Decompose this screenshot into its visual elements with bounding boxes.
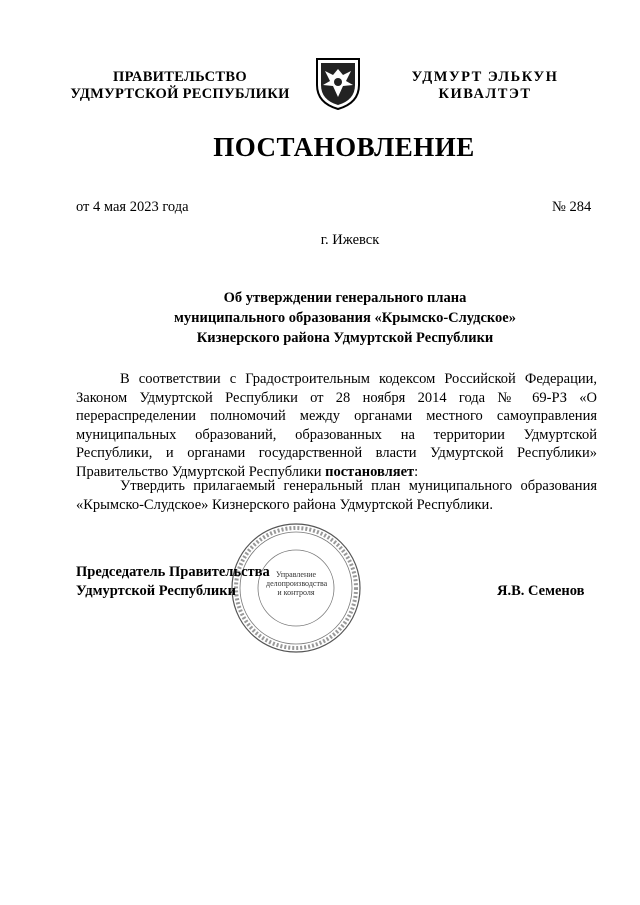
stamp-line2: делопроизводства — [266, 579, 328, 588]
document-city: г. Ижевск — [320, 232, 380, 248]
issuer-right-line2: КИВАЛТЭТ — [438, 86, 532, 102]
subject-line1: Об утверждении генерального плана — [223, 290, 467, 306]
issuer-left-line1: ПРАВИТЕЛЬСТВО — [113, 69, 247, 85]
document-date: от 4 мая 2023 года — [76, 199, 189, 215]
body-paragraph-1-verb: постановляет — [325, 463, 415, 480]
body-paragraph-1-end: : — [414, 463, 419, 480]
document-subject — [60, 288, 630, 348]
body-paragraph-2-text: Утвердить прилагаемый генеральный план муниципального образования «Крымско-Слудское» Кизнерского района Удмуртской Республики. — [76, 478, 597, 513]
body-paragraph-1 — [76, 370, 597, 481]
signatory-name: Я.В. Семенов — [497, 583, 585, 599]
issuer-right — [385, 69, 585, 103]
issuer-left-line2: УДМУРТСКОЙ РЕСПУБЛИКИ — [70, 86, 290, 102]
body-paragraph-2 — [76, 477, 597, 514]
body-paragraph-1-text: В соответствии с Градостроительным кодексом Российской Федерации, Законом Удмуртской Республики от 28 ноября 2014 года № 69-РЗ «О перераспределении полномочий между органами местного самоуправления муниципальных образований, образованных на территории Удмуртской Республики, и органами государственной власти Удмуртской Республики» Правительство Удмуртской Республики — [76, 371, 597, 480]
stamp-line3: и контроля — [277, 588, 315, 597]
subject-line3: Кизнерского района Удмуртской Республики — [196, 330, 494, 346]
coat-of-arms-emblem — [313, 55, 363, 111]
signatory-position-line2: Удмуртской Республики — [76, 583, 236, 599]
document-title: ПОСТАНОВЛЕНИЕ — [213, 132, 475, 162]
document-number: № 284 — [552, 199, 592, 215]
issuer-right-line1: УДМУРТ ЭЛЬКУН — [411, 69, 559, 85]
subject-line2: муниципального образования «Крымско-Слудское» — [173, 310, 516, 326]
signatory-position — [76, 563, 270, 601]
stamp-line1: Управление — [275, 570, 317, 579]
signatory-position-line1: Председатель Правительства — [76, 564, 270, 580]
issuer-left — [50, 69, 310, 103]
